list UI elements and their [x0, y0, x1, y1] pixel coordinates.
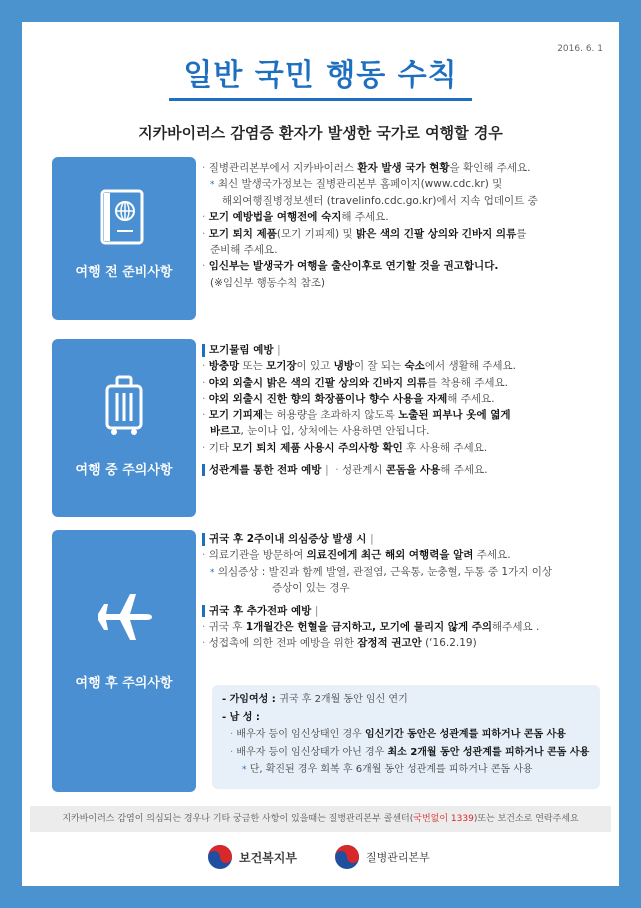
emphasis: 임신기간 동안은 성관계를 피하거나 콘돔 사용: [365, 729, 566, 740]
text: (‘16.2.19): [421, 637, 477, 650]
logos: [22, 844, 619, 874]
heading-bar: |: [314, 604, 319, 617]
note-marker: *: [210, 180, 215, 191]
bullet: ·: [202, 549, 206, 562]
during-heading-1: [202, 342, 607, 358]
section-heading: [202, 605, 318, 618]
before-item-1: [202, 160, 607, 176]
before-item-3-cont: 준비해 주세요.: [210, 244, 278, 256]
after-heading-1: [202, 531, 607, 547]
text: 지카바이러스 감염이 의심되는 경우나 기타 궁금한 사항이 있을때는 질병관리본부 콜센터(: [62, 814, 414, 824]
text: 배우자 등이 임신상태인 경우: [236, 729, 366, 740]
emphasis: 모기 퇴치 제품: [208, 227, 277, 240]
emphasis: 임신부는 발생국가 여행을 출산이후로 연기할 것을 권고합니다.: [208, 260, 499, 273]
rec-male: - 남 성 :: [222, 711, 260, 723]
text: 해 주세요.: [447, 392, 495, 405]
before-item-2: [202, 209, 607, 225]
airplane-icon: [94, 592, 154, 642]
emphasis: 모기장: [266, 360, 297, 373]
before-item-4: [202, 258, 607, 274]
poster-page: [22, 22, 619, 886]
section-after-side-panel: [52, 530, 196, 792]
taegeuk-icon: [334, 844, 360, 870]
page-subtitle: 지카바이러스 감염증 환자가 발생한 국가로 여행할 경우: [138, 124, 503, 142]
text: 최신 발생국가정보는 질병관리본부 홈페이지(www.cdc.kr) 및: [217, 178, 503, 191]
emphasis: 최소 2개월 동안 성관계를 피하거나 콘돔 사용: [387, 746, 590, 758]
text: 주세요.: [473, 549, 511, 562]
bullet: ·: [202, 409, 206, 422]
text: 를: [516, 227, 527, 240]
text: 또는: [239, 360, 267, 373]
page-title: 일반 국민 행동 수칙: [169, 50, 471, 101]
bullet: ·: [202, 392, 206, 405]
text: 의심증상 : 발진과 함께 발열, 관절염, 근육통, 눈충혈, 두통 중 1가지 이상: [217, 565, 552, 578]
heading-text: 모기물림 예방: [209, 344, 274, 356]
text: 단, 확진된 경우 회복 후 6개월 동안 성관계를 피하거나 콘돔 사용: [249, 764, 533, 775]
text: 기타: [208, 441, 233, 454]
text: 성접촉에 의한 전파 예방을 위한: [208, 637, 358, 650]
emphasis: 환자 발생 국가 현황: [357, 162, 450, 174]
taegeuk-icon: [207, 844, 233, 870]
emphasis: 야외 외출시 진한 향의 화장품이나 향수 사용을 자제: [208, 392, 448, 405]
before-item-3: [202, 226, 607, 242]
during-item-5: [202, 440, 607, 456]
text: 에서 생활해 주세요.: [424, 360, 516, 373]
section-after-label: 여행 후 주의사항: [75, 676, 173, 691]
rec-male-2: [222, 744, 590, 762]
bullet: ·: [202, 441, 206, 454]
title-wrap: [22, 50, 619, 101]
during-item-2: [202, 375, 607, 391]
section-after-content: [202, 531, 607, 652]
before-item-4-cont: (※임신부 행동수칙 참조): [210, 276, 325, 289]
bullet: ·: [202, 637, 206, 650]
emphasis: 모기 퇴치 제품 사용시 주의사항 확인: [232, 441, 403, 454]
bullet: ·: [202, 621, 206, 633]
hotline-number: 국번없이 1339: [413, 814, 474, 824]
section-heading: [202, 533, 374, 546]
during-item-1: [202, 358, 607, 374]
section-during-content: [202, 342, 607, 478]
bullet: ·: [202, 227, 206, 240]
heading-text: 성관계를 통한 전파 예방: [209, 463, 322, 476]
heading-bar: |: [370, 533, 374, 545]
text: 해 주세요.: [440, 463, 488, 476]
rec-male-1: [222, 726, 590, 744]
bullet: ·: [335, 463, 339, 476]
after-note-1: [202, 564, 607, 581]
after-heading-2: [202, 603, 607, 619]
section-heading: [202, 464, 329, 477]
after-item-3: [202, 635, 607, 651]
section-heading: [202, 344, 281, 357]
heading-bar: |: [325, 463, 329, 476]
emphasis: 숙소: [404, 360, 425, 373]
emphasis: 방충망: [208, 360, 240, 373]
section-before-label: 여행 전 준비사항: [75, 265, 173, 280]
recommendation-box: [212, 685, 600, 789]
rec-note: [222, 761, 590, 779]
text: 해 주세요.: [341, 211, 389, 224]
text: 귀국 후: [208, 621, 246, 633]
text: 성관계시: [341, 463, 386, 476]
emphasis: 1개월간은 헌혈을 금지하고, 모기에 물리지 않게 주의: [245, 621, 493, 633]
emphasis: 모기 기피제: [208, 409, 264, 422]
text: 귀국 후 2개월 동안 임신 연기: [279, 694, 408, 705]
text: 이 잘 되는: [353, 360, 405, 373]
emphasis: - 가임여성 :: [222, 694, 280, 705]
heading-text: 귀국 후 2주이내 의심증상 발생 시: [209, 533, 367, 545]
text: 배우자 등이 임신상태가 아닌 경우: [236, 746, 388, 758]
logo-text: 보건복지부: [239, 850, 297, 865]
heading-text: 귀국 후 추가전파 예방: [209, 604, 312, 617]
bullet: ·: [202, 376, 206, 389]
emphasis: 모기 예방법을 여행전에 숙지: [208, 211, 342, 224]
before-note-2: 해외여행질병정보센터 (travelinfo.cdc.go.kr)에서 지속 업데이트 중: [222, 195, 538, 208]
logo-text: 질병관리본부: [366, 851, 430, 864]
emphasis: 밝은 색의 긴팔 상의와 긴바지 의류: [355, 227, 517, 240]
text: , 눈이나 입, 상처에는 사용하면 안됩니다.: [240, 425, 430, 438]
suitcase-icon: [104, 375, 144, 437]
bullet: ·: [202, 260, 206, 273]
text: (모기 기피제) 및: [276, 227, 356, 240]
text: 질병관리본부에서 지카바이러스: [208, 162, 358, 174]
section-before-side-panel: [52, 157, 196, 320]
rec-female: [222, 691, 590, 709]
logo-mohw: [207, 844, 297, 870]
passport-icon: [100, 189, 144, 245]
during-heading-2: [202, 462, 607, 478]
emphasis: 의료진에게 최근 해외 여행력을 알려: [306, 549, 474, 562]
date: 2016. 6. 1: [557, 44, 603, 54]
note-marker: *: [242, 765, 247, 775]
contact-note: [30, 806, 611, 832]
after-item-2: [202, 619, 607, 635]
section-during-label: 여행 중 주의사항: [75, 463, 173, 478]
text: 는 허용량을 초과하지 않도록: [263, 409, 399, 422]
note-marker: *: [210, 567, 215, 578]
text: 을 확인해 주세요.: [449, 162, 531, 174]
emphasis: 노출된 피부나 옷에 엷게: [398, 409, 511, 422]
logo-kcdc: [334, 844, 430, 870]
bullet: ·: [230, 746, 234, 758]
during-item-3: [202, 391, 607, 407]
bullet: ·: [202, 211, 206, 224]
emphasis: 냉방: [333, 360, 354, 373]
text: 를 착용해 주세요.: [427, 376, 509, 389]
during-item-4-cont: [202, 423, 607, 439]
bullet: ·: [202, 360, 206, 373]
text: 이 있고: [296, 360, 334, 373]
after-note-2: 증상이 있는 경우: [272, 582, 350, 595]
heading-bar: |: [277, 344, 281, 356]
section-before-content: [202, 160, 607, 291]
text: 의료기관을 방문하여: [208, 549, 307, 562]
text: 해주세요 .: [492, 621, 540, 633]
emphasis: 바르고: [210, 425, 241, 438]
bullet: ·: [230, 729, 234, 740]
emphasis: 콘돔을 사용: [385, 463, 441, 476]
bullet: ·: [202, 162, 206, 174]
text: )또는 보건소로 연락주세요: [473, 814, 579, 824]
after-item-1: [202, 547, 607, 563]
text: 후 사용해 주세요.: [402, 441, 488, 454]
emphasis: 야외 외출시 밝은 색의 긴팔 상의와 긴바지 의류: [208, 376, 427, 389]
before-note-1: [202, 176, 607, 193]
emphasis: 잠정적 권고안: [357, 637, 422, 650]
section-during-side-panel: [52, 339, 196, 517]
during-item-4: [202, 407, 607, 423]
